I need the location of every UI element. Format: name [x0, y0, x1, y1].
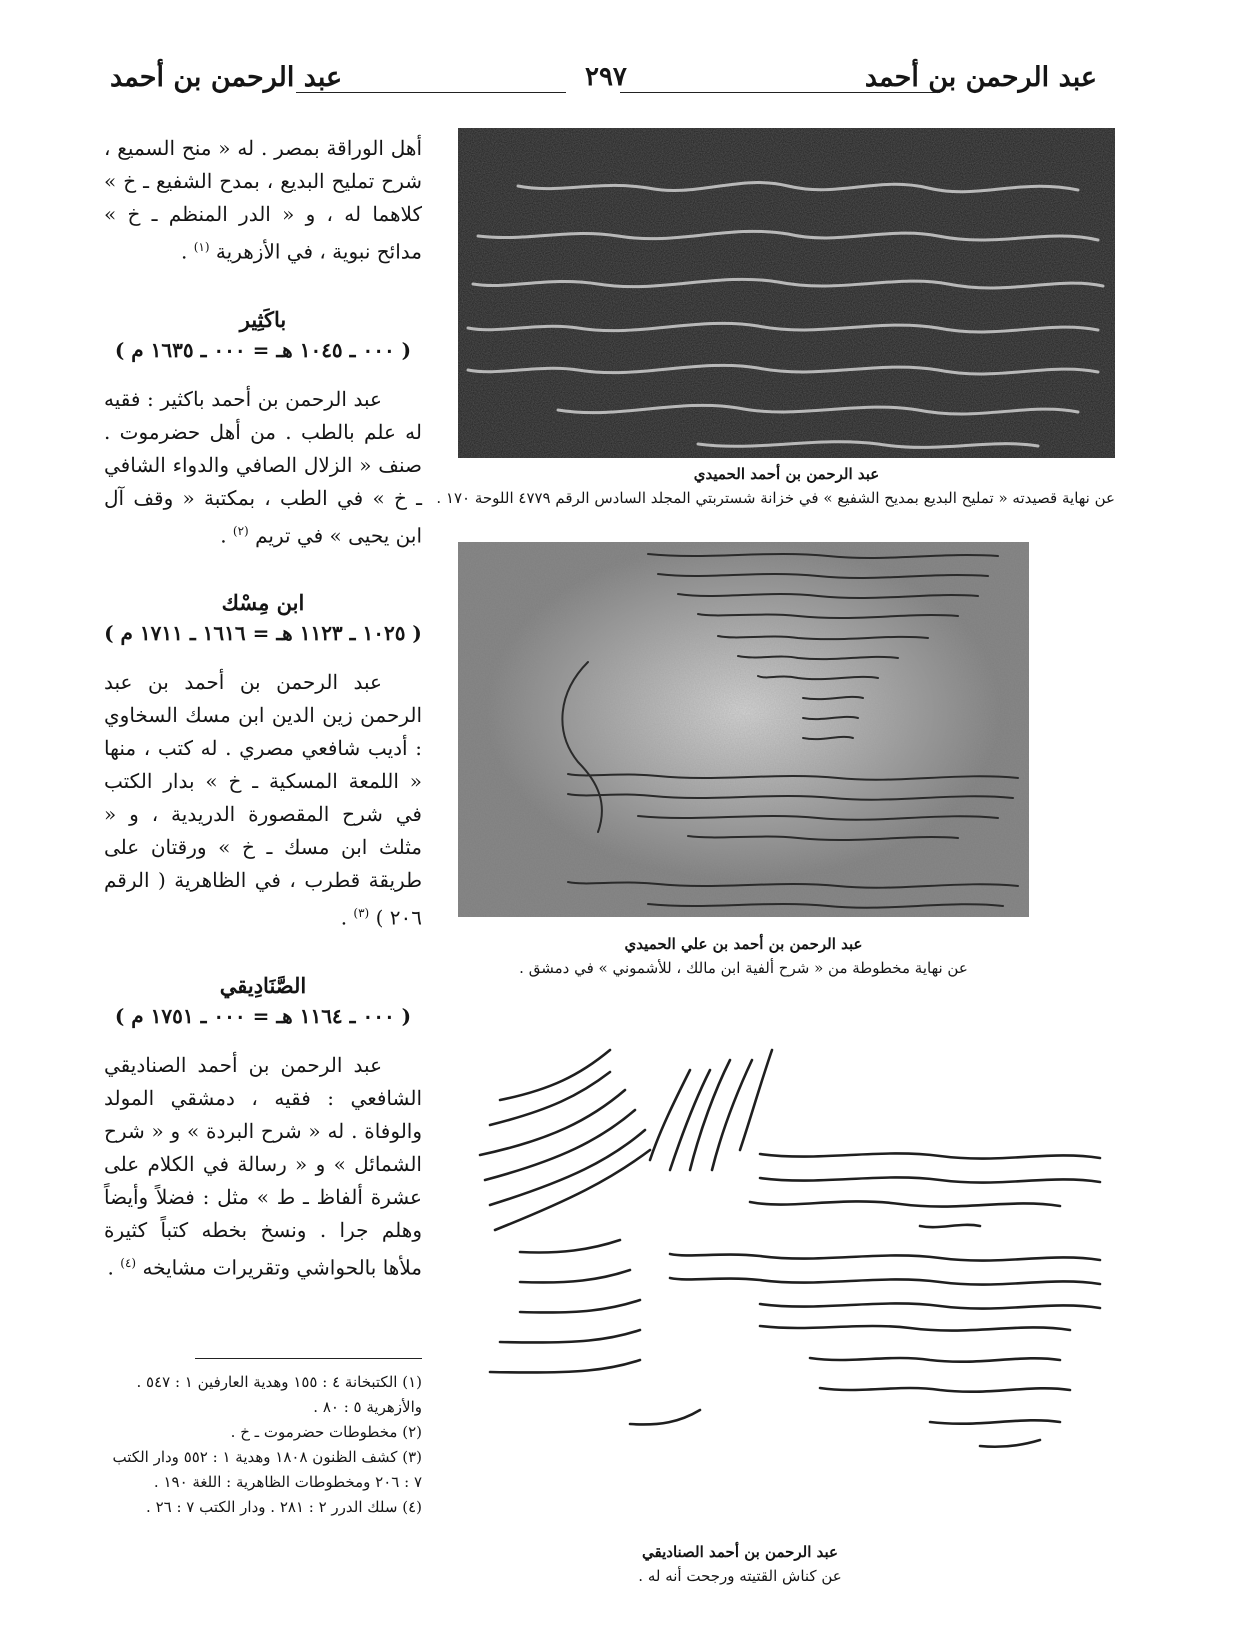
entry-dates: ( ٠٠٠ ـ ١١٦٤ هـ = ٠٠٠ ـ ١٧٥١ م ) [114, 1003, 412, 1028]
entry-title: ابن مِسْك [221, 590, 305, 616]
handwritten-note [460, 1030, 1150, 1460]
figure-caption-2 [458, 932, 1029, 980]
figure-caption-name: عبد الرحمن بن أحمد الصناديقي [642, 1543, 838, 1561]
entry-dates: ( ٠٠٠ ـ ١٠٤٥ هـ = ٠٠٠ ـ ١٦٣٥ م ) [114, 337, 412, 362]
figure-caption-1 [436, 462, 1115, 510]
footnote: (١) الكتبخانة ٤ : ١٥٥ وهدية العارفين ١ : ٥٤٧ . والأزهرية ٥ : ٨٠ . [136, 1373, 422, 1416]
figure-caption-source: عن كناش القتيته ورجحت أنه له . [638, 1567, 842, 1585]
footnote-ref: (٢) [232, 523, 249, 538]
running-header-right: عبد الرحمن بن أحمد [864, 62, 1097, 93]
footnote: (٢) مخطوطات حضرموت ـ خ . [230, 1423, 422, 1441]
entry-body: عبد الرحمن بن أحمد باكثير : فقيه له علم بالطب . من أهل حضرموت . صنف « الزلال الصافي والدواء الشافي ـ خ » في الطب ، بمكتبة « وقف آل ابن يحيى » في تريم $^{(٢)}$ . [104, 386, 422, 548]
figure-caption-name: عبد الرحمن بن أحمد بن علي الحميدي [624, 935, 863, 953]
footnote-ref: (٤) [120, 1255, 137, 1270]
footnotes [104, 1370, 422, 1520]
figure-caption-source: عن نهاية مخطوطة من « شرح ألفية ابن مالك ، للأشموني » في دمشق . [519, 959, 968, 977]
manuscript-photo-1 [458, 128, 1115, 458]
footnote-rule [195, 1358, 422, 1359]
figure-caption-source: عن نهاية قصيدته « تمليح البديع بمديح الشفيع » في خزانة شستربتي المجلد السادس الرقم ٤٧٧٩ اللوحة ١٧٠ . [436, 489, 1115, 507]
entry-body: عبد الرحمن بن أحمد بن عبد الرحمن زين الدين ابن مسك السخاوي : أديب شافعي مصري . له كتب ، منها « اللمعة المسكية ـ خ » بدار الكتب في شرح المقصورة الدريدية ، و « مثلث ابن مسك ـ خ » ورقتان على طريقة قطرب ، في الظاهرية ( الرقم ٢٠٦ ) $^{(٣)}$ . [104, 670, 422, 930]
manuscript-photo-1-scan [458, 128, 1115, 458]
figure-caption-name: عبد الرحمن بن أحمد الحميدي [693, 465, 880, 483]
entry-title: الصَّنَادِيقي [219, 972, 307, 998]
entry-title: باكَثِير [239, 306, 287, 332]
footnote: (٣) كشف الظنون ١٨٠٨ وهدية ١ : ٥٥٢ ودار الكتب ٧ : ٢٠٦ ومخطوطات الظاهرية : اللغة ١٩٠ . [112, 1448, 422, 1491]
entry-dates: ( ١٠٢٥ ـ ١١٢٣ هـ = ١٦١٦ ـ ١٧١١ م ) [104, 621, 422, 646]
header-rule-right [620, 92, 940, 93]
manuscript-photo-2-scan [458, 542, 1029, 917]
manuscript-photo-2 [458, 542, 1029, 917]
page-number: ٢٩٧ [585, 62, 627, 92]
continuation-paragraph: أهل الوراقة بمصر . له « منح السميع ، شرح تمليح البديع ، بمدح الشفيع ـ خ » كلاهما له ، و « الدر المنظم ـ خ » مدائح نبوية ، في الأزهرية $^{(١)}$ . [104, 136, 422, 264]
entry-body: عبد الرحمن بن أحمد الصناديقي الشافعي : فقيه ، دمشقي المولد والوفاة . له « شرح البردة » و « شرح الشمائل » و « رسالة في الكلام على عشرة ألفاظ ـ ط » مثل : فضلاً وأيضاً وهلم جرا . ونسخ بخطه كتباً كثيرة ملأها بالحواشي وتقريرات مشايخه $^{(٤)}$ . [104, 1052, 422, 1280]
handwritten-note-ink [460, 1030, 1150, 1460]
footnote-ref: (١) [193, 240, 210, 254]
figure-caption-3 [460, 1540, 1020, 1588]
footnote: (٤) سلك الدرر ٢ : ٢٨١ . ودار الكتب ٧ : ٢٦ . [146, 1498, 422, 1516]
running-header-left: عبد الرحمن بن أحمد [110, 62, 343, 93]
footnote-ref: (٣) [353, 906, 370, 921]
text-column [104, 132, 422, 1285]
